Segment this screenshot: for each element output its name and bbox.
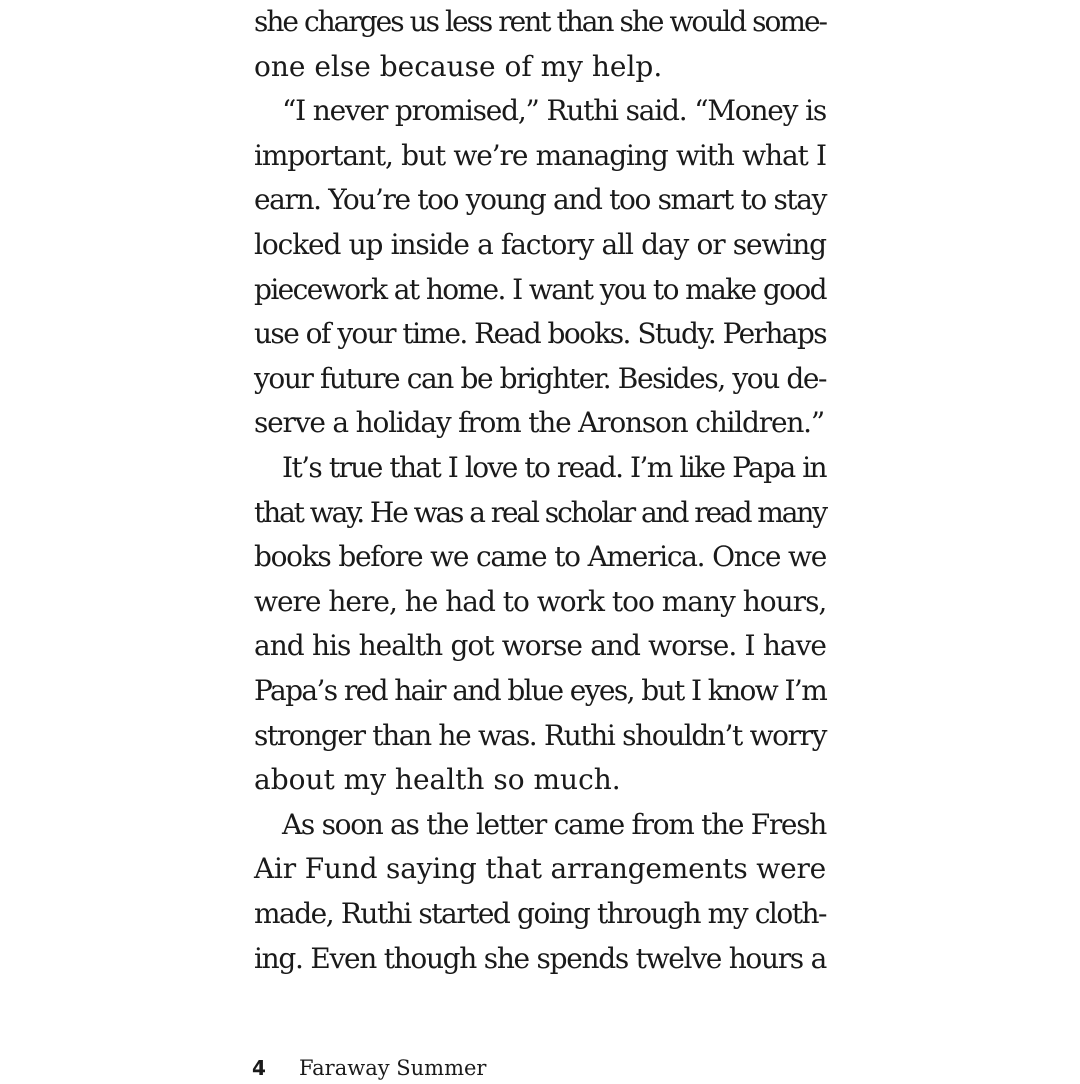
text-line: were here, he had to work too many hours, xyxy=(254,584,827,618)
text-line: ing. Even though she spends twelve hours a xyxy=(254,941,826,975)
text-line: your future can be brighter. Besides, you de- xyxy=(254,361,827,395)
text-line: books before we came to America. Once we xyxy=(254,540,826,574)
text-line: use of your time. Read books. Study. Perhaps xyxy=(254,317,826,351)
page-number: 4 xyxy=(252,1056,266,1080)
running-title: Faraway Summer xyxy=(299,1056,487,1080)
text-line: Papa’s red hair and blue eyes, but I know I’m xyxy=(254,674,827,707)
text-line: about my health so much. xyxy=(254,763,621,797)
text-line: she charges us less rent than she would some- xyxy=(254,5,826,38)
text-line: important, but we’re managing with what I xyxy=(254,138,826,172)
text-line: locked up inside a factory all day or sewing xyxy=(254,228,826,261)
text-line: As soon as the letter came from the Fresh xyxy=(282,807,826,841)
text-line: earn. You’re too young and too smart to stay xyxy=(254,183,826,217)
text-line: and his health got worse and worse. I have xyxy=(254,629,826,663)
text-line: one else because of my help. xyxy=(254,49,663,83)
text-line: stronger than he was. Ruthi shouldn’t worry xyxy=(254,718,826,752)
text-line: Air Fund saying that arrangements were xyxy=(254,852,826,886)
text-line: that way. He was a real scholar and read many xyxy=(254,495,826,529)
text-line: made, Ruthi started going through my cloth- xyxy=(254,897,826,930)
text-line: “I never promised,” Ruthi said. “Money is xyxy=(282,94,826,128)
text-line: It’s true that I love to read. I’m like Papa in xyxy=(282,451,826,484)
text-line: piecework at home. I want you to make good xyxy=(254,272,826,306)
text-line: serve a holiday from the Aronson children.” xyxy=(254,406,824,440)
